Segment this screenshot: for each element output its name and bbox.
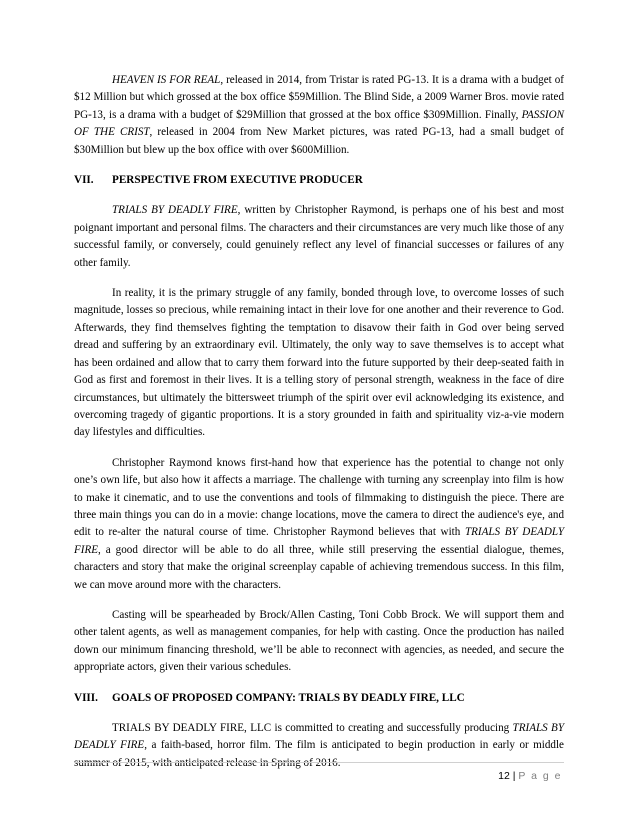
body-paragraph — [74, 720, 564, 772]
section-number: VIII. — [74, 691, 98, 704]
section-title: GOALS OF PROPOSED COMPANY: TRIALS BY DEADLY FIRE, LLC — [112, 691, 465, 704]
body-paragraph — [74, 72, 564, 159]
section-vii-body — [74, 202, 564, 676]
paragraph-text: , released in 2004 from New Market pictures, was rated PG-13, had a small budget of $30Million but blew up the box office with over $600Million. — [74, 126, 564, 156]
body-paragraph — [74, 607, 564, 677]
section-heading-vii — [74, 172, 564, 189]
italic-title-text: PASSION OF THE CRIST — [74, 108, 564, 139]
footer-separator: | — [512, 770, 516, 782]
section-viii-body — [74, 720, 564, 772]
intro-section — [74, 72, 564, 159]
paragraph-text: In reality, it is the primary struggle of any family, bonded through love, to overcome losses of such magnitude, losses so precious, while remaining intact in their love for one another and their reverence to God. Afterwards, they find themselves fighting the temptation to disavow their faith in God over being served dread and suffering by an extraordinary evil. Ultimately, the only way to save themselves is to accept what has been ordained and allow that to carry them forward into the future supported by their deep-seated faith in God as first and foremost in their lives. It is a telling story of personal strength, weakness in the face of dire circumstances, but ultimately the bittersweet triumph of the spirit over evil acknowledging its existence, and overcoming tragedy of gigantic proportions. It is a story grounded in faith and spirituality viz-a-vie modern day lifestyles and difficulties. — [74, 287, 564, 439]
paragraph-text: Christopher Raymond knows first-hand how that experience has the potential to change not only one’s own life, but also how it affects a marriage. The challenge with turning any screenplay into film is how to make it cinematic, and to use the conventions and tools of filmmaking to distinguish the piece. There are three main things you can do in a movie: change locations, move the camera to direct the audience's eye, and edit to re-alter the natural course of time. Christopher Raymond believes that with — [74, 456, 564, 539]
italic-title-text: TRIALS BY DEADLY FIRE — [74, 722, 564, 752]
section-title: PERSPECTIVE FROM EXECUTIVE PRODUCER — [112, 174, 363, 187]
paragraph-text: , a faith-based, horror film. The film is anticipated to begin production in early or middle summer of 2015, with anticipated release in Spring of 2016. — [74, 739, 564, 769]
footer-divider — [74, 762, 564, 763]
paragraph-text: TRIALS BY DEADLY FIRE, LLC is committed to creating and successfully producing — [112, 722, 513, 734]
page-label: P a g e — [518, 770, 562, 782]
paragraph-text: Casting will be spearheaded by Brock/Allen Casting, Toni Cobb Brock. We will support them and other talent agents, as well as management companies, for help with casting. Once the production has nailed down our minimum financing threshold, we’ll be able to reconnect with agencies, as needed, and secure the appropriate actors, given their various schedules. — [74, 608, 564, 674]
body-paragraph — [74, 455, 564, 594]
italic-title-text: TRIALS BY DEADLY FIRE — [74, 526, 564, 556]
italic-title-text: HEAVEN IS FOR REAL — [112, 74, 221, 86]
section-heading-viii — [74, 690, 564, 707]
paragraph-text: , released in 2014, from Tristar is rated PG-13. It is a drama with a budget of $12 Million but which grossed at the box office $59Million. The Blind Side, a 2009 Warner Bros. movie rated PG-13, is a drama with a budget of $29Million that grossed at the box office $309Million. Finally, — [74, 74, 564, 121]
paragraph-text: , a good director will be able to do all three, while still preserving the essential dialogue, themes, characters and story that make the original screenplay capable of achieving tremendous success. In this film, we can move around more with the characters. — [74, 543, 564, 591]
page-number: 12 — [498, 770, 510, 782]
page-footer — [498, 770, 562, 782]
body-paragraph — [74, 202, 564, 272]
document-page — [74, 72, 564, 785]
section-number: VII. — [74, 174, 94, 187]
italic-title-text: TRIALS BY DEADLY FIRE — [112, 204, 238, 217]
body-paragraph — [74, 285, 564, 442]
paragraph-text: , written by Christopher Raymond, is perhaps one of his best and most poignant important and personal films. The characters and their circumstances are very much like those of any successful family, or conversely, could genuinely reflect any level of financial successes or failures of any other family. — [74, 204, 564, 269]
